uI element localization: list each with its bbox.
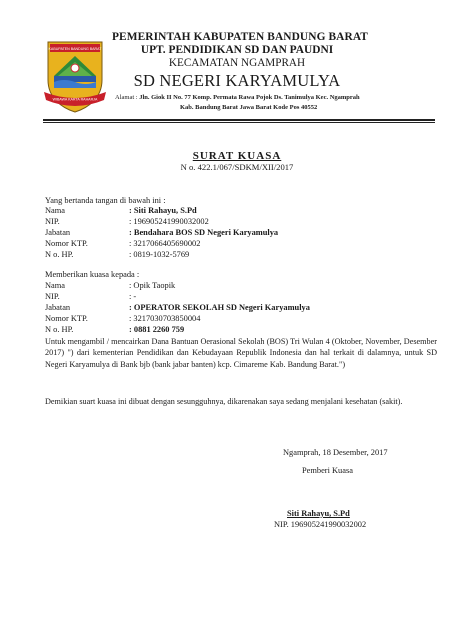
signer-nip: NIP. 196905241990032002 <box>274 520 367 529</box>
grant-text: Memberikan kuasa kepada : <box>45 270 140 279</box>
letterhead-divider-thin <box>43 122 435 123</box>
field-value: : 0819-1032-5769 <box>129 250 190 259</box>
signer-role: Pemberi Kuasa <box>302 466 353 475</box>
field-label: NIP. <box>45 217 60 226</box>
field-value: : - <box>129 292 137 301</box>
letterhead-unit: UPT. PENDIDIKAN SD DAN PAUDNI <box>140 44 334 56</box>
field-label: Nomor KTP. <box>45 239 88 248</box>
address-label: Alamat : <box>115 94 138 101</box>
address-line-2: Kab. Bandung Barat Jawa Barat Kode Pos 40552 <box>180 104 318 111</box>
field-value: : OPERATOR SEKOLAH SD Negeri Karyamulya <box>129 303 310 312</box>
field-value: : 3217066405690002 <box>129 239 201 248</box>
field-label: N o. HP. <box>45 250 74 259</box>
letter-title: SURAT KUASA <box>192 150 282 162</box>
letterhead-government: PEMERINTAH KABUPATEN BANDUNG BARAT <box>112 31 369 43</box>
field-label: Nomor KTP. <box>45 314 88 323</box>
field-label: Jabatan <box>45 228 71 237</box>
letterhead-district: KECAMATAN NGAMPRAH <box>168 57 306 69</box>
field-label: Nama <box>45 206 65 215</box>
letterhead-address <box>115 94 360 101</box>
field-label: N o. HP. <box>45 325 74 334</box>
svg-text:WIBAWA KARTA RAHARJA: WIBAWA KARTA RAHARJA <box>52 97 98 102</box>
field-value: : 196905241990032002 <box>129 217 209 226</box>
purpose-paragraph: Untuk mengambil / mencairkan Dana Bantuan Oerasional Sekolah (BOS) Tri Wulan 4 (Oktober, November, Desember 2017) ") dari kementerian Pendidikan dan Kebudayaan Republik Indonesia dan hal terkait di dalamnya, untuk SD Negeri Karyamulya di Bank bjb (bank jabar banten) kcp. Cimareme Kab. Bandung Barat.") <box>45 337 437 369</box>
regency-emblem-icon <box>44 40 106 114</box>
place-date: Ngamprah, 18 Desember, 2017 <box>283 448 388 457</box>
field-value: : Bendahara BOS SD Negeri Karyamulya <box>129 228 279 237</box>
field-value: : 3217030703850004 <box>129 314 201 323</box>
letterhead-school-name: SD NEGERI KARYAMULYA <box>133 71 341 90</box>
closing-paragraph: Demikian suart kuasa ini dibuat dengan sesungguhnya, dikarenakan saya sedang menjalani kesehatan (sakit). <box>45 397 403 406</box>
address-line-1: Jln. Giok II No. 77 Komp. Permata Rawa Pojok Ds. Tanimulya Kec. Ngamprah <box>139 94 360 101</box>
svg-text:KABUPATEN BANDUNG BARAT: KABUPATEN BANDUNG BARAT <box>48 47 102 51</box>
field-label: Jabatan <box>45 303 71 312</box>
field-label: Nama <box>45 281 65 290</box>
field-value: : 0881 2260 759 <box>129 325 185 334</box>
letterhead-divider-thick <box>43 119 435 121</box>
letter-number: N o. 422.1/067/SDKM/XII/2017 <box>180 162 294 172</box>
signer-name: Siti Rahayu, S.Pd <box>287 509 350 518</box>
field-value: : Siti Rahayu, S.Pd <box>129 206 197 215</box>
intro-text: Yang bertanda tangan di bawah ini : <box>45 196 166 205</box>
field-value: : Opik Taopik <box>129 281 176 290</box>
field-label: NIP. <box>45 292 60 301</box>
